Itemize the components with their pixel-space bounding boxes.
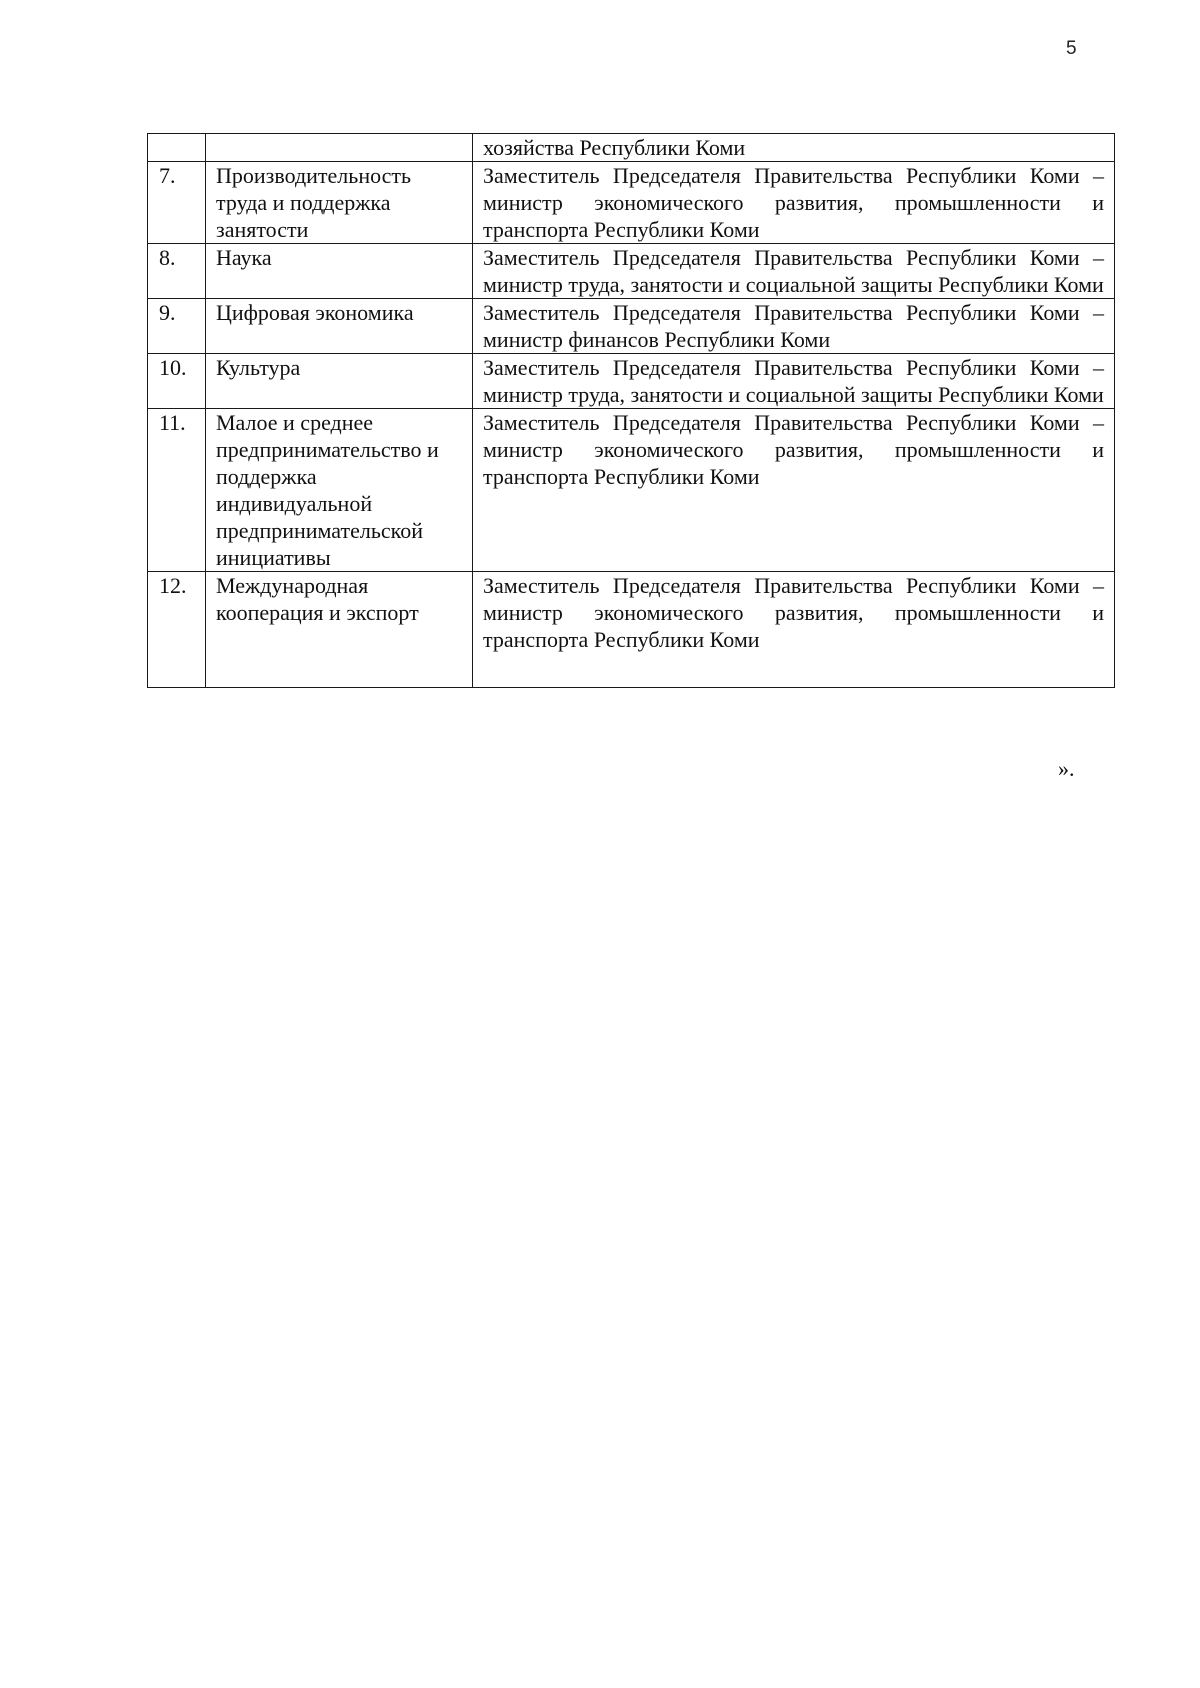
responsibility-table (147, 133, 1115, 688)
page-number: 5 (1066, 38, 1077, 59)
row-number-cell: 11. (148, 409, 206, 572)
area-cell: Международная кооперация и экспорт (206, 572, 473, 688)
row-number-cell: 10. (148, 354, 206, 409)
responsible-cell: Заместитель Председателя Правительства Республики Коми – министр экономического развития, промышленности и транспорта Республики Коми (473, 409, 1115, 572)
area-cell: Малое и среднее предпринимательство и поддержка индивидуальной предпринимательской инициативы (206, 409, 473, 572)
responsible-cell: Заместитель Председателя Правительства Республики Коми – министр труда, занятости и социальной защиты Республики Коми (473, 244, 1115, 299)
responsible-cell: Заместитель Председателя Правительства Республики Коми – министр труда, занятости и социальной защиты Республики Коми (473, 354, 1115, 409)
table-row (148, 572, 1115, 688)
area-cell: Наука (206, 244, 473, 299)
table-row (148, 299, 1115, 354)
row-number-cell: 12. (148, 572, 206, 688)
table-row (148, 162, 1115, 244)
table-row (148, 354, 1115, 409)
area-cell: Производительность труда и поддержка занятости (206, 162, 473, 244)
row-number-cell: 9. (148, 299, 206, 354)
area-cell (206, 134, 473, 162)
responsible-cell: Заместитель Председателя Правительства Республики Коми – министр финансов Республики Коми (473, 299, 1115, 354)
row-number-cell (148, 134, 206, 162)
row-number-cell: 7. (148, 162, 206, 244)
row-number-cell: 8. (148, 244, 206, 299)
responsible-cell: Заместитель Председателя Правительства Республики Коми – министр экономического развития, промышленности и транспорта Республики Коми (473, 162, 1115, 244)
table-row (148, 409, 1115, 572)
area-cell: Цифровая экономика (206, 299, 473, 354)
area-cell: Культура (206, 354, 473, 409)
table-row (148, 244, 1115, 299)
responsible-cell: Заместитель Председателя Правительства Республики Коми – министр экономического развития, промышленности и транспорта Республики Коми (473, 572, 1115, 688)
table-row (148, 134, 1115, 162)
responsible-cell: хозяйства Республики Коми (473, 134, 1115, 162)
closing-quote-mark: ». (1058, 756, 1075, 781)
